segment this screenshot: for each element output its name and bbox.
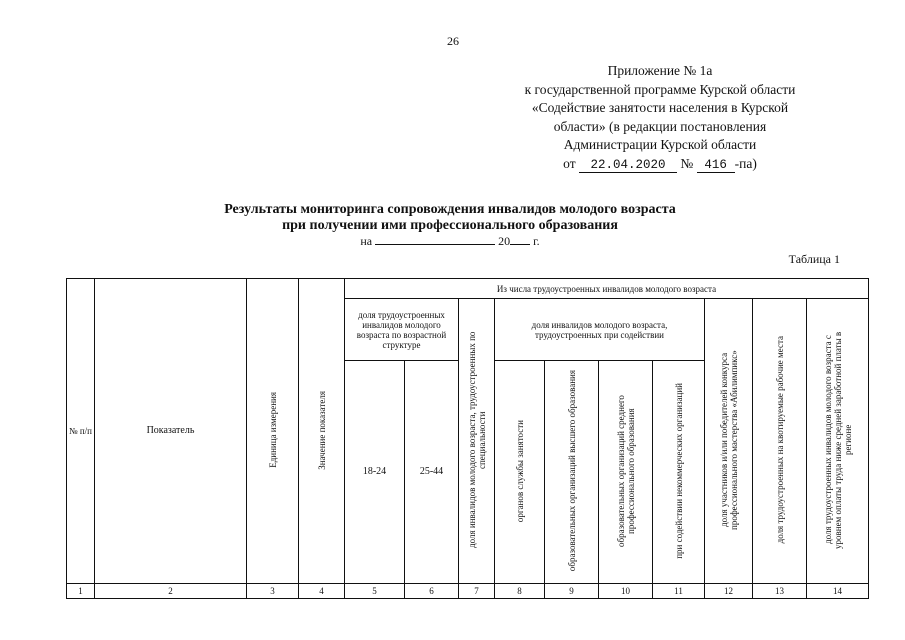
header-unit [247,279,299,584]
assist-secondary-vocational-text: образовательных организаций среднего профессионального образования [615,395,636,547]
column-number: 9 [545,584,599,599]
column-number: 6 [405,584,459,599]
assist-header: доля инвалидов молодого возраста, трудоустроенных при содействии [495,299,705,361]
column-number: 5 [345,584,405,599]
column-number: 13 [753,584,807,599]
assist-secondary-vocational [599,361,653,584]
from-label: от [563,155,576,171]
date-blank [375,234,495,245]
table-label: Таблица 1 [788,252,840,266]
header-value-text: Значение показателя [316,390,327,470]
as-of-prefix: на [360,234,373,248]
assist-nonprofit [653,361,705,584]
appendix-line-1: Приложение № 1а [607,63,713,78]
header-no: № п/п [67,279,95,584]
appendix-block [500,62,820,173]
column-number: 2 [95,584,247,599]
appendix-line-3: «Содействие занятости населения в Курской [531,100,789,115]
decree-number: 416 [697,158,735,173]
column-number: 7 [459,584,495,599]
column-number: 8 [495,584,545,599]
header-abilympics [705,299,753,584]
number-label: № [680,155,694,171]
decree-suffix: -па) [734,155,757,171]
as-of-line [300,234,600,249]
year-blank [510,234,530,245]
assist-nonprofit-text: при содействии некоммерческих организаций [673,383,684,559]
group-header: Из числа трудоустроенных инвалидов молодого возраста [345,279,869,299]
appendix-line-2: к государственной программе Курской области [524,81,796,97]
column-numbers-row [67,584,869,599]
monitoring-table [66,278,869,599]
column-number: 12 [705,584,753,599]
column-number: 11 [653,584,705,599]
age-header: доля трудоустроенных инвалидов молодого возраста по возрастной структуре [345,299,459,361]
column-number: 14 [807,584,869,599]
header-abilympics-text: доля участников и/или победителей конкурса профессионального мастерства «Абилимпикс» [718,350,739,530]
assist-employment-service [495,361,545,584]
age-25-44: 25-44 [405,361,459,584]
page-number: 26 [447,34,459,48]
as-of-suffix: г. [533,234,540,248]
assist-higher-education [545,361,599,584]
title-line-2: при получении ими профессионального образования [282,218,618,233]
header-unit-text: Единица измерения [267,392,278,468]
assist-higher-education-text: образовательных организаций высшего образования [566,370,577,572]
header-specialty [459,299,495,584]
document-title [150,202,750,234]
assist-employment-service-text: органов службы занятости [514,419,525,523]
column-number: 4 [299,584,345,599]
title-line-1: Результаты мониторинга сопровождения инвалидов молодого возраста [224,202,676,217]
column-number: 1 [67,584,95,599]
header-low-wage [807,299,869,584]
column-number: 3 [247,584,299,599]
header-indicator: Показатель [95,279,247,584]
header-quota-text: доля трудоустроенных на квотируемые рабочие места [774,336,785,544]
header-value [299,279,345,584]
decree-date: 22.04.2020 [579,158,677,173]
column-number: 10 [599,584,653,599]
header-low-wage-text: доля трудоустроенных инвалидов молодого возраста с уровнем оплаты труда ниже средней заработной платы в регионе [822,331,853,549]
year-prefix: 20 [498,234,511,248]
header-quota [753,299,807,584]
header-specialty-text: доля инвалидов молодого возраста, трудоустроенных по специальности [466,331,487,549]
appendix-line-6 [500,155,820,174]
age-18-24: 18-24 [345,361,405,584]
appendix-line-5: Администрации Курской области [563,137,757,152]
appendix-line-4: области» (в редакции постановления [553,118,767,134]
